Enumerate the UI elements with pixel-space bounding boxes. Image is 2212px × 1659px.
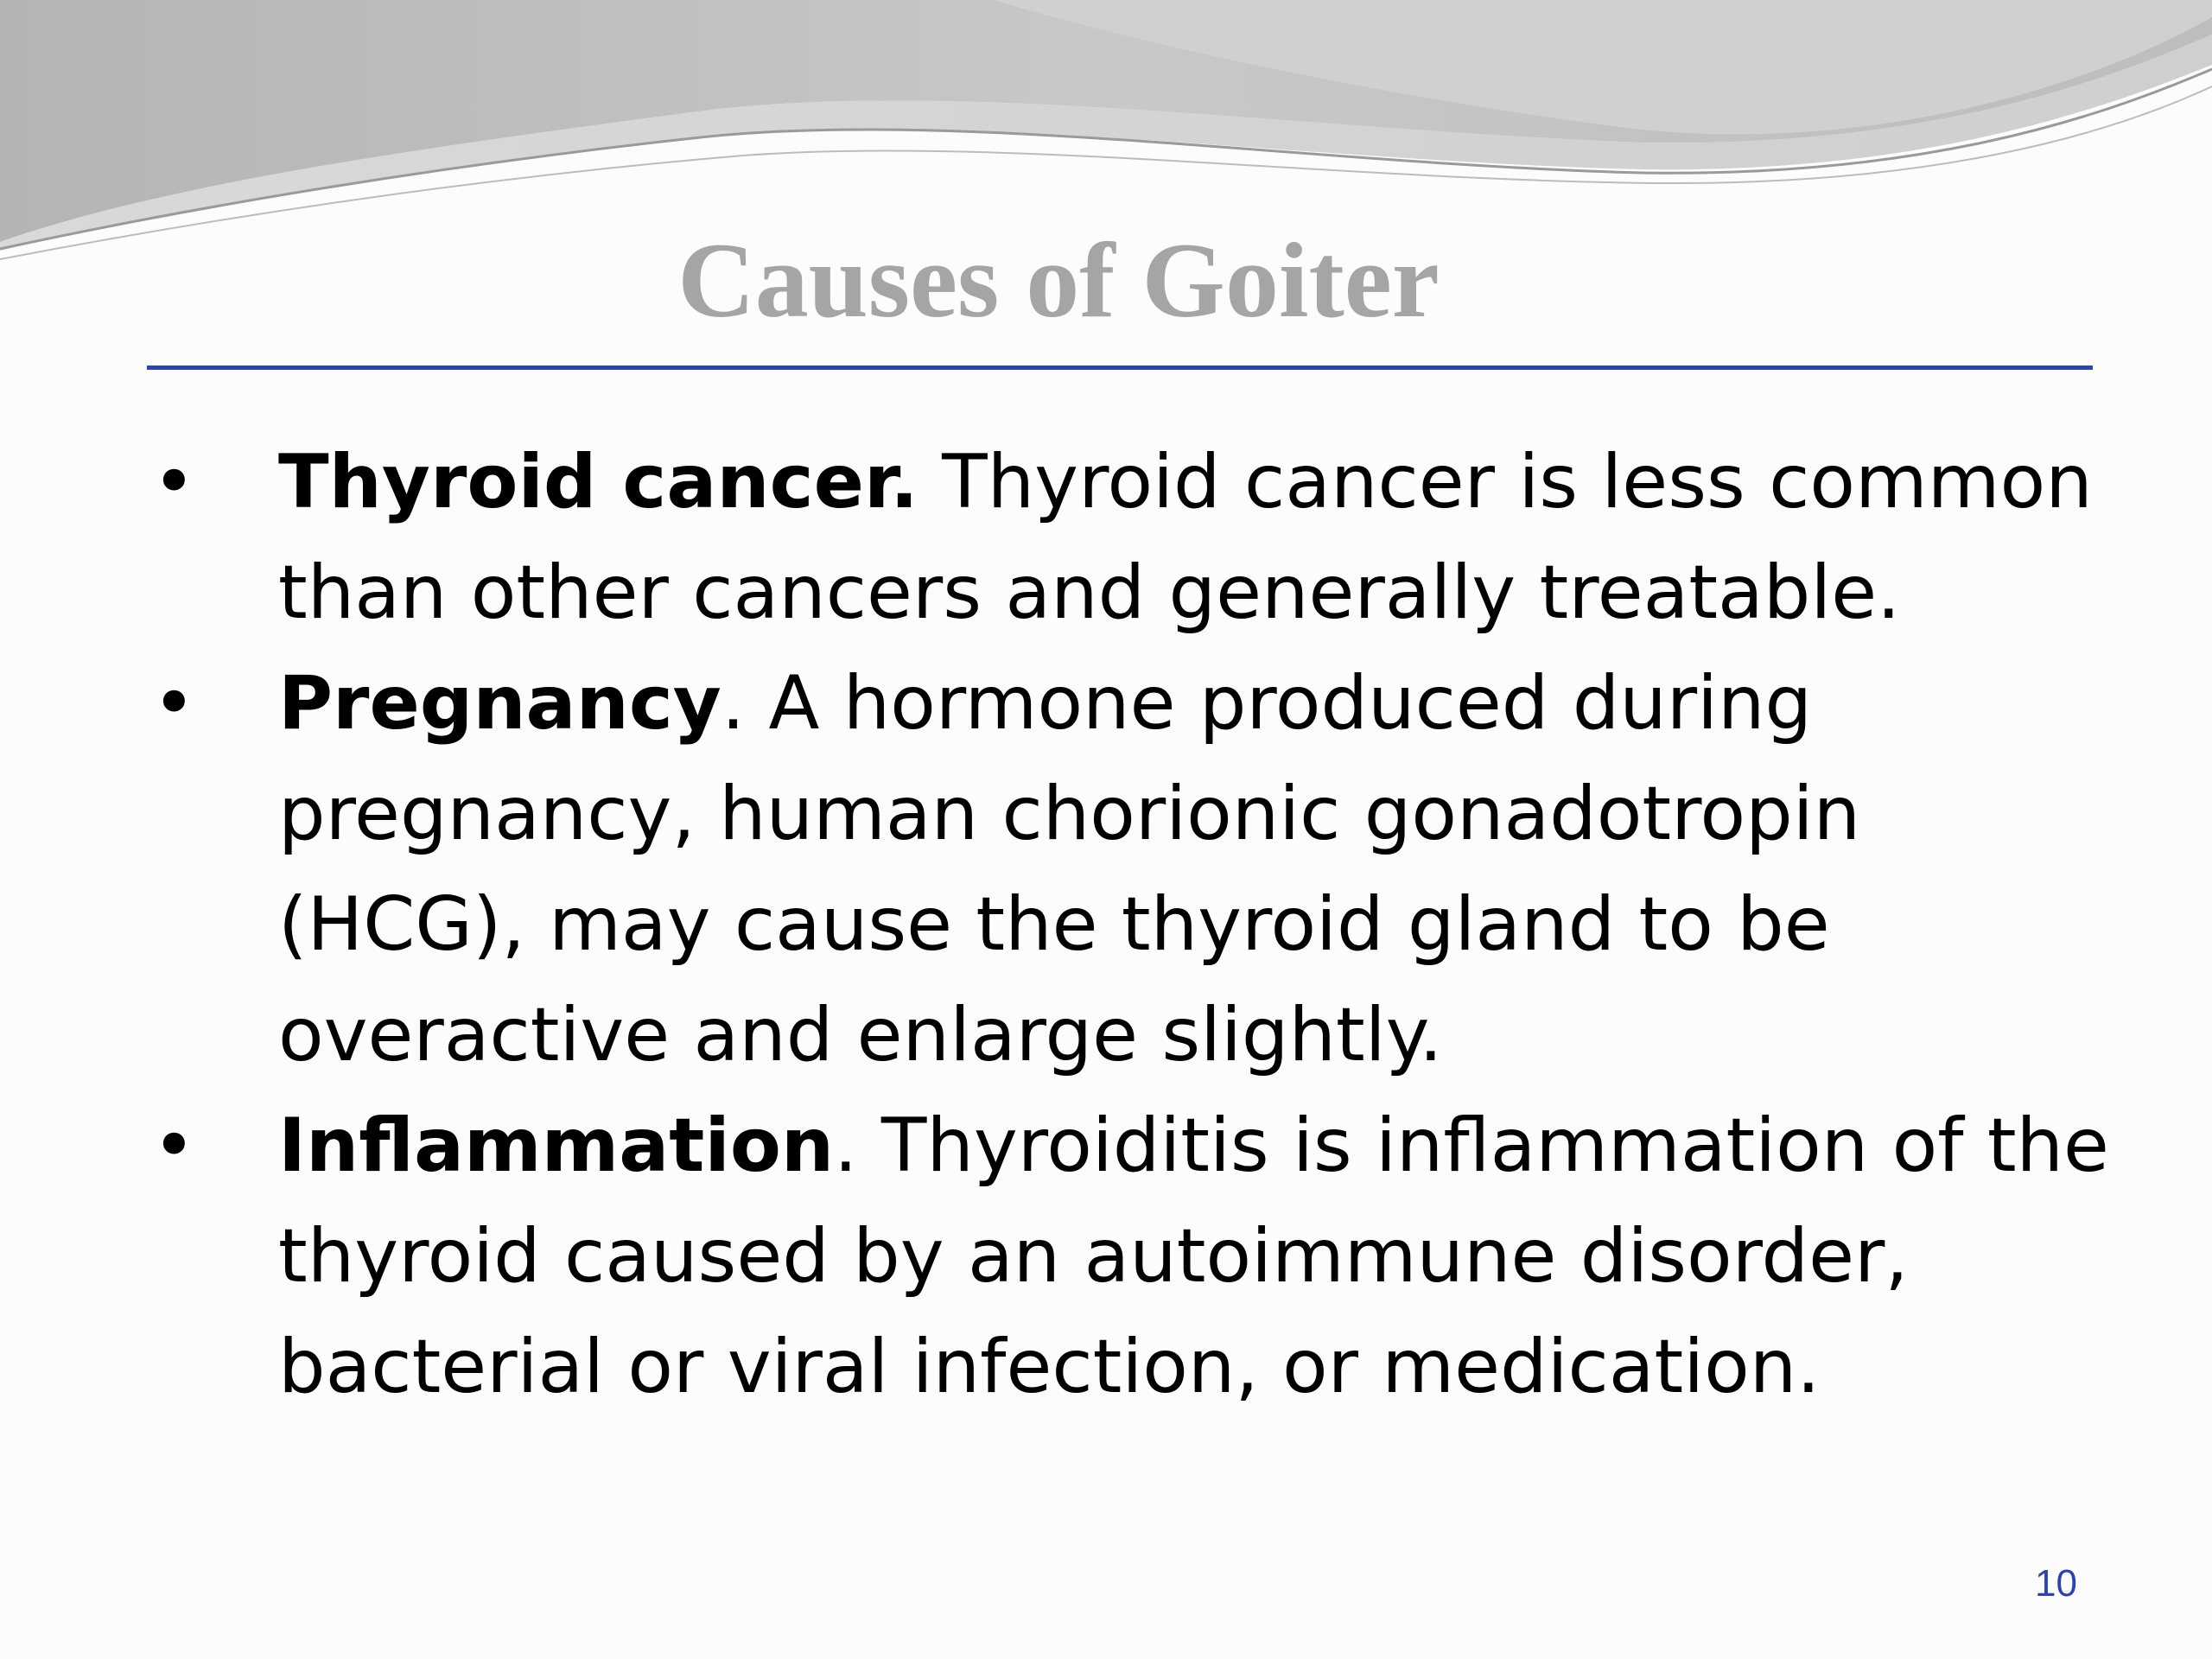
bullet-line — [278, 648, 2160, 759]
bullet-line: thyroid caused by an autoimmune disorder, — [278, 1213, 1909, 1300]
title-divider — [147, 365, 2093, 370]
bullet-item-inflammation — [0, 1090, 2212, 1422]
bullet-text: Thyroid cancer is less common — [918, 439, 2093, 525]
bullet-item-thyroid-cancer — [0, 427, 2212, 648]
bullet-line: overactive and enlarge slightly. — [278, 992, 1443, 1078]
bullet-list — [0, 427, 2212, 1422]
bullet-line: pregnancy, human chorionic gonadotropin — [278, 771, 1861, 857]
slide-title: Causes of Goiter — [677, 221, 1440, 340]
bullet-term: Inflammation — [278, 1103, 835, 1189]
bullet-line: (HCG), may cause the thyroid gland to be — [278, 881, 1830, 968]
bullet-marker: • — [152, 660, 196, 747]
bullet-line: bacterial or viral infection, or medication. — [278, 1324, 1821, 1410]
bullet-marker: • — [152, 1103, 196, 1189]
bullet-line — [278, 1090, 2160, 1201]
bullet-term: Thyroid cancer. — [278, 439, 918, 525]
bullet-term: Pregnancy — [278, 660, 721, 747]
bullet-item-pregnancy — [0, 648, 2212, 1090]
bullet-line: than other cancers and generally treatable. — [278, 550, 1901, 636]
page-number: 10 — [2035, 1562, 2077, 1605]
bullet-line — [278, 427, 2160, 537]
bullet-marker: • — [152, 439, 196, 525]
bullet-text: . A hormone produced during — [721, 660, 1813, 747]
bullet-text: . Thyroiditis is inflammation of the — [834, 1103, 2109, 1189]
